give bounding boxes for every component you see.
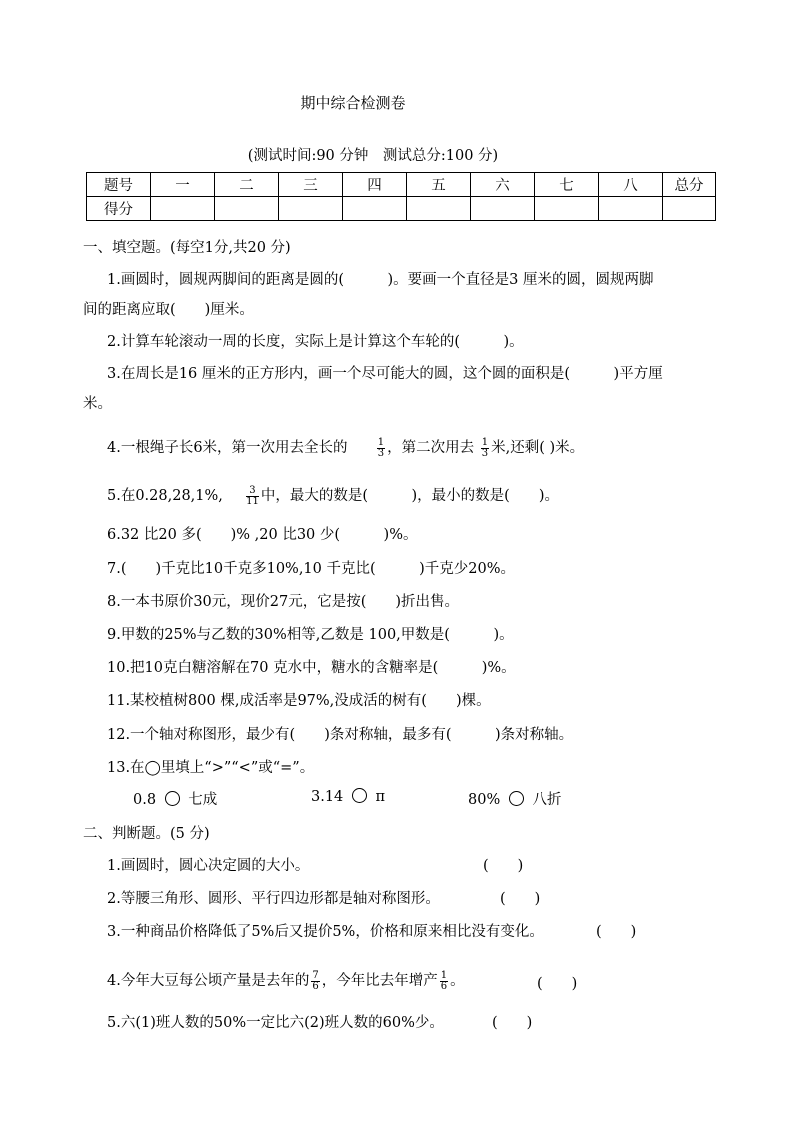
exam-info: (测试时间:90 分钟 测试总分:100 分) [247, 148, 499, 164]
question-8: 8.一本书原价30元，现价27元，它是按( )折出售。 [107, 594, 460, 610]
judge-question-1: 1.画圆时，圆心决定圆的大小。 [107, 858, 310, 874]
score-cell[interactable] [663, 197, 716, 221]
fraction: $\frac{1}{3}$ [377, 436, 385, 459]
judge-question-5: 5.六(1)班人数的50%一定比六(2)班人数的60%少。 [107, 1015, 444, 1031]
score-table-header-row [87, 173, 716, 197]
score-table-header-cell: 八 [599, 173, 663, 197]
score-cell[interactable] [151, 197, 215, 221]
question-4-text-a: 4.一根绳子长6米，第一次用去全长的 [107, 440, 348, 456]
question-2: 2.计算车轮滚动一周的长度，实际上是计算这个车轮的( )。 [107, 334, 524, 350]
score-cell[interactable] [599, 197, 663, 221]
section2-heading: 二、判断题。(5 分) [83, 826, 210, 842]
score-table-header-cell: 题号 [87, 173, 151, 197]
score-table-header-cell: 六 [471, 173, 535, 197]
score-table-header-cell: 总分 [663, 173, 716, 197]
answer-blank[interactable]: ( ) [500, 891, 541, 907]
compare-circle[interactable] [165, 791, 180, 806]
section1-heading: 一、填空题。(每空1分,共20 分) [83, 240, 291, 256]
compare-item: 0.8 七成 [133, 792, 218, 808]
judge-question-2: 2.等腰三角形、圆形、平行四边形都是轴对称图形。 [107, 891, 440, 907]
question-10: 10.把10克白糖溶解在70 克水中，糖水的含糖率是( )%。 [107, 660, 516, 676]
score-table-header-cell: 四 [343, 173, 407, 197]
question-7: 7.( )千克比10千克多10%,10 千克比( )千克少20%。 [107, 561, 516, 577]
score-table-header-cell: 七 [535, 173, 599, 197]
judge-question-4: 4.今年大豆每公顷产量是去年的 $\frac{7}{6}$ ，今年比去年增产 $\frac{1}{6}$ 。 [107, 969, 465, 992]
compare-circle[interactable] [509, 791, 524, 806]
answer-blank[interactable]: ( ) [483, 858, 524, 874]
score-table [86, 172, 716, 221]
score-table-header-cell: 三 [279, 173, 343, 197]
question-13: 13.在◯里填上“>”“<”或“=”。 [107, 760, 315, 776]
question-9: 9.甲数的25%与乙数的30%相等,乙数是 100,甲数是( )。 [107, 627, 514, 643]
fraction: $\frac{1}{6}$ [440, 969, 448, 992]
score-cell[interactable] [279, 197, 343, 221]
question-3-line2: 米。 [83, 396, 112, 412]
question-4 [107, 436, 584, 459]
score-cell[interactable] [471, 197, 535, 221]
answer-blank[interactable]: ( ) [537, 976, 578, 992]
compare-item: 3.14 π [311, 789, 386, 805]
answer-blank[interactable]: ( ) [596, 924, 637, 940]
score-cell[interactable] [407, 197, 471, 221]
question-1-line1: 1.画圆时，圆规两脚间的距离是圆的( )。要画一个直径是3 厘米的圆，圆规两脚 [107, 272, 654, 288]
question-1-line2: 间的距离应取( )厘米。 [83, 302, 254, 318]
question-5-text-b: 中，最大的数是( )，最小的数是( )。 [260, 488, 559, 504]
question-12: 12.一个轴对称图形，最少有( )条对称轴，最多有( )条对称轴。 [107, 727, 574, 743]
fraction: $\frac{7}{6}$ [312, 969, 319, 992]
fraction: $\frac{3}{11}$ [246, 484, 259, 507]
page-title: 期中综合检测卷 [300, 94, 406, 112]
score-table-score-row [87, 197, 716, 221]
score-table-header-cell: 一 [151, 173, 215, 197]
answer-blank[interactable]: ( ) [492, 1015, 533, 1031]
question-5 [107, 484, 559, 507]
score-cell[interactable] [343, 197, 407, 221]
score-table-header-cell: 二 [215, 173, 279, 197]
question-4-text-c: 米,还剩( )米。 [491, 440, 585, 456]
question-5-text-a: 5.在0.28,28,1%, [107, 488, 223, 504]
score-cell[interactable] [535, 197, 599, 221]
compare-item: 80% 八折 [468, 792, 562, 808]
judge-question-3: 3.一种商品价格降低了5%后又提价5%，价格和原来相比没有变化。 [107, 924, 544, 940]
fraction: $\frac{1}{3}$ [481, 436, 489, 459]
question-3-line1: 3.在周长是16 厘米的正方形内，画一个尽可能大的圆，这个圆的面积是( )平方厘 [107, 366, 663, 382]
question-4-text-b: ，第二次用去 [387, 440, 475, 456]
question-6: 6.32 比20 多( )% ,20 比30 少( )%。 [107, 527, 418, 543]
score-table-header-cell: 五 [407, 173, 471, 197]
compare-circle[interactable] [352, 788, 367, 803]
score-cell[interactable] [215, 197, 279, 221]
score-table-row-label: 得分 [87, 197, 151, 221]
question-11: 11.某校植树800 棵,成活率是97%,没成活的树有( )棵。 [107, 693, 491, 709]
